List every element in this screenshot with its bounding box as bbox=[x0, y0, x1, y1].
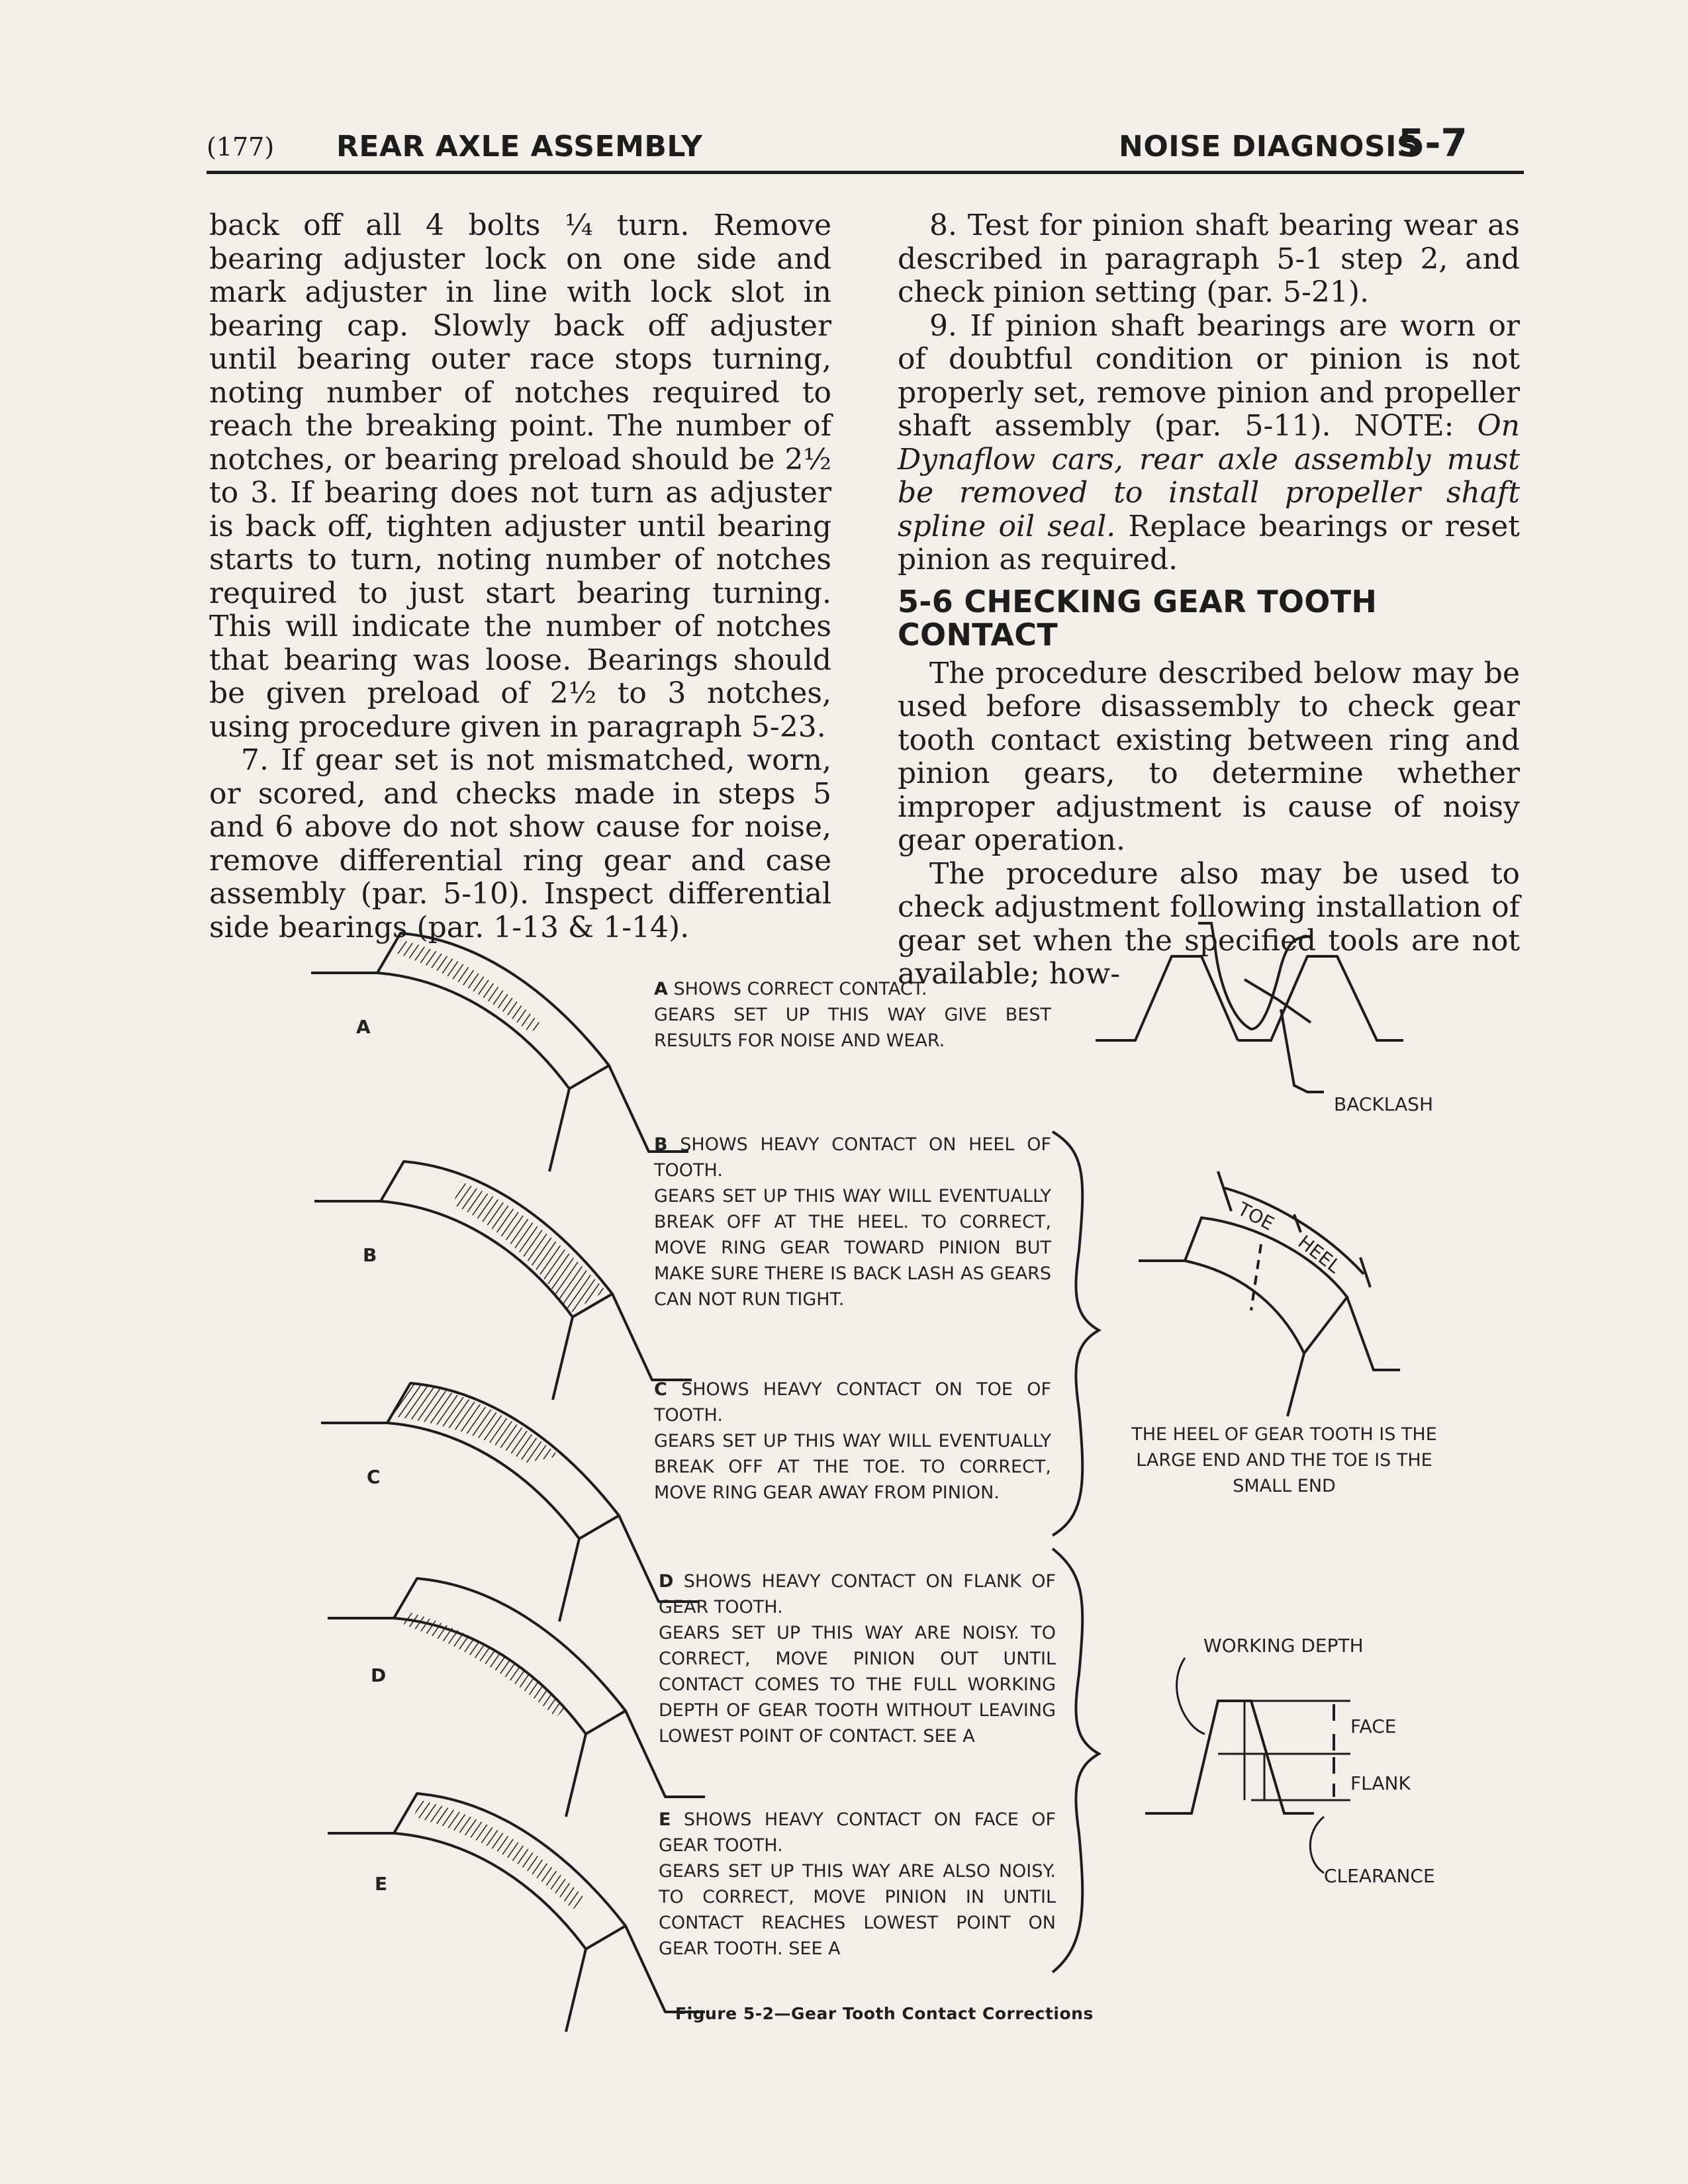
caption-d bbox=[659, 1569, 1056, 1749]
caption-a bbox=[654, 976, 1051, 1054]
caption-b bbox=[654, 1132, 1051, 1312]
caption-a-body: GEARS SET UP THIS WAY GIVE BEST RESULTS FOR NOISE AND WEAR. bbox=[654, 1005, 1051, 1051]
caption-d-body: GEARS SET UP THIS WAY ARE NOISY. TO CORRECT, MOVE PINION OUT UNTIL CONTACT COMES TO THE FULL WORKING DEPTH OF GEAR TOOTH WITHOUT LEAVING LOWEST POINT OF CONTACT. SEE A bbox=[659, 1623, 1056, 1747]
section-number: 5-7 bbox=[1398, 120, 1468, 165]
toe-label: TOE bbox=[1234, 1198, 1278, 1235]
dynaflow-note: On Dynaflow cars, rear axle assembly must be removed to install propeller shaft spline oil seal. bbox=[898, 409, 1520, 543]
tooth-a-drawing bbox=[311, 933, 688, 1171]
caption-e bbox=[659, 1807, 1056, 1962]
tooth-b-contact bbox=[453, 1181, 606, 1314]
section-title: REAR AXLE ASSEMBLY bbox=[336, 130, 703, 163]
tooth-b-letter: B bbox=[363, 1244, 377, 1266]
backlash-diagram bbox=[1096, 923, 1403, 1092]
caption-a-title: SHOWS CORRECT CONTACT. bbox=[667, 979, 927, 999]
tooth-d-drawing bbox=[328, 1578, 705, 1817]
tooth-c-letter: C bbox=[367, 1466, 381, 1488]
tooth-e-letter: E bbox=[375, 1873, 388, 1895]
backlash-label: BACKLASH bbox=[1334, 1093, 1434, 1115]
tooth-a-letter: A bbox=[356, 1016, 371, 1038]
tooth-e-drawing bbox=[328, 1794, 705, 2032]
caption-c bbox=[654, 1377, 1051, 1506]
right-paragraph-4: The procedure also may be used to check adjustment following installation of gear set when the specified tools are not available; how- bbox=[898, 856, 1520, 991]
right-paragraph-1: 8. Test for pinion shaft bearing wear as described in paragraph 5-1 step 2, and check pinion setting (par. 5-21). bbox=[898, 208, 1520, 309]
right-paragraph-3: The procedure described below may be used before disassembly to check gear tooth contact existing between ring and pinion gears, to determine whether improper adjustment is cause of noisy gear operation. bbox=[898, 656, 1520, 857]
caption-e-title: SHOWS HEAVY CONTACT ON FACE OF GEAR TOOTH. bbox=[659, 1809, 1056, 1856]
left-paragraph-2: 7. If gear set is not mismatched, worn, or scored, and checks made in steps 5 and 6 above do not show cause for noise, remove differential ring gear and case assembly (par. 5-10). Inspect differential side bearings (par. 1-13 & 1-14). bbox=[209, 743, 831, 944]
tooth-c-contact bbox=[393, 1383, 559, 1463]
tooth-b-drawing bbox=[314, 1161, 692, 1400]
brace-b-c bbox=[1053, 1132, 1099, 1535]
heel-label: HEEL bbox=[1293, 1231, 1345, 1278]
section-heading: 5-6 CHECKING GEAR TOOTH CONTACT bbox=[898, 583, 1378, 653]
working-depth-diagram bbox=[1145, 1658, 1350, 1873]
caption-e-body: GEARS SET UP THIS WAY ARE ALSO NOISY. TO CORRECT, MOVE PINION IN UNTIL CONTACT REACHES LOWEST POINT ON GEAR TOOTH. SEE A bbox=[659, 1861, 1056, 1959]
tooth-c-drawing bbox=[321, 1383, 698, 1621]
caption-c-lead: C bbox=[654, 1379, 667, 1400]
caption-e-lead: E bbox=[659, 1809, 671, 1830]
caption-b-title: SHOWS HEAVY CONTACT ON HEEL OF TOOTH. bbox=[654, 1134, 1051, 1181]
face-label: FACE bbox=[1350, 1715, 1397, 1737]
caption-b-body: GEARS SET UP THIS WAY WILL EVENTUALLY BREAK OFF AT THE HEEL. TO CORRECT, MOVE RING GEAR TOWARD PINION BUT MAKE SURE THERE IS BACK LASH AS GEARS CAN NOT RUN TIGHT. bbox=[654, 1186, 1051, 1310]
tooth-a-contact bbox=[396, 940, 543, 1032]
caption-d-lead: D bbox=[659, 1571, 674, 1592]
right-paragraph-2-text: 9. If pinion shaft bearings are worn or of doubtful condition or pinion is not properly set, remove pinion and propeller shaft assembly (par. 5-11). NOTE: bbox=[898, 308, 1520, 443]
subsection-title: NOISE DIAGNOSIS bbox=[1119, 130, 1419, 163]
right-paragraph-2-end: Replace bearings or reset pinion as required. bbox=[898, 509, 1520, 576]
caption-b-lead: B bbox=[654, 1134, 668, 1155]
caption-c-body: GEARS SET UP THIS WAY WILL EVENTUALLY BREAK OFF AT THE TOE. TO CORRECT, MOVE RING GEAR AWAY FROM PINION. bbox=[654, 1431, 1051, 1503]
caption-a-lead: A bbox=[654, 979, 668, 999]
left-paragraph-1: back off all 4 bolts ¼ turn. Remove bearing adjuster lock on one side and mark adjuster in line with lock slot in bearing cap. Slowly back off adjuster until bearing outer race stops turning, noting number of notches required to reach the breaking point. The number of notches, or bearing preload should be 2½ to 3. If bearing does not turn as adjuster is back off, tighten adjuster until bearing starts to turn, noting number of notches required to just start bearing turning. This will indicate the number of notches that bearing was loose. Bearings should be given preload of 2½ to 3 notches, using procedure given in paragraph 5-23. bbox=[209, 208, 831, 744]
tooth-d-letter: D bbox=[371, 1664, 387, 1686]
caption-d-title: SHOWS HEAVY CONTACT ON FLANK OF GEAR TOOTH. bbox=[659, 1571, 1056, 1617]
flank-label: FLANK bbox=[1350, 1772, 1411, 1794]
heel-toe-note: THE HEEL OF GEAR TOOTH IS THE LARGE END AND THE TOE IS THE SMALL END bbox=[1131, 1424, 1437, 1496]
toe-heel-diagram bbox=[1139, 1171, 1400, 1416]
brace-d-e bbox=[1053, 1549, 1099, 1972]
caption-c-title: SHOWS HEAVY CONTACT ON TOE OF TOOTH. bbox=[654, 1379, 1051, 1426]
figure-caption: Figure 5-2—Gear Tooth Contact Corrections bbox=[675, 2004, 1094, 2023]
clearance-label: CLEARANCE bbox=[1324, 1865, 1435, 1887]
working-depth-label: WORKING DEPTH bbox=[1203, 1635, 1364, 1657]
page-number: (177) bbox=[207, 132, 275, 161]
